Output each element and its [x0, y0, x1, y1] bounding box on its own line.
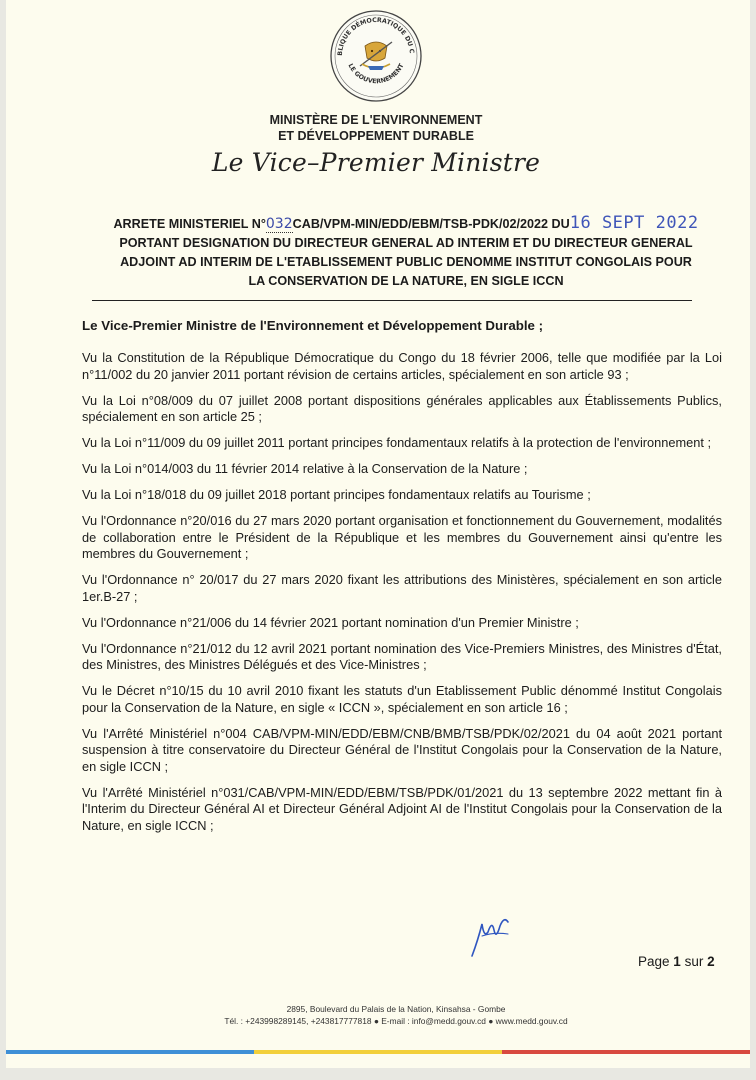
- clause-ordonnance-20-017: Vu l'Ordonnance n° 20/017 du 27 mars 2020 fixant les attributions des Ministères, spécialement en son article 1er.B-27 ;: [82, 572, 722, 604]
- clause-loi-18-018: Vu la Loi n°18/018 du 09 juillet 2018 portant principes fondamentaux relatifs au Tourisme ;: [82, 487, 591, 502]
- seal-emblem-icon: [328, 8, 424, 104]
- page-prefix: Page: [638, 954, 670, 969]
- title-divider: [92, 300, 692, 301]
- clause-arrete-004: Vu l'Arrêté Ministériel n°004 CAB/VPM-MIN/EDD/EBM/CNB/BMB/TSB/PDK/02/2021 du 04 août 2021 portant suspension à titre conservatoire du Directeur Général de l'Institut Congolais pour la Conservation de la Nature, en sigle ICCN ;: [82, 725, 722, 774]
- government-seal: [328, 8, 424, 104]
- clause-constitution: Vu la Constitution de la République Démocratique du Congo du 18 février 2006, telle que modifiée par la Loi n°11/002 du 20 janvier 2011 portant révision de certains articles, spécialement en son article 93 ;: [82, 350, 722, 382]
- clause-list: [82, 350, 722, 844]
- seal-bottom-text: LE GOUVERNEMENT: [346, 62, 406, 86]
- handwritten-initials: [468, 910, 516, 960]
- flag-color-bar: [6, 1050, 750, 1054]
- page-separator: sur: [684, 954, 704, 969]
- footer-address: 2895, Boulevard du Palais de la Nation, Kinsahsa - Gombe: [286, 1004, 506, 1014]
- footer-contact: Tél. : +243998289145, +243817777818 ● E-mail : info@medd.gouv.cd ● www.medd.gouv.cd: [224, 1016, 568, 1026]
- signatory-title: Le Vice–Premier Ministre: [211, 148, 541, 177]
- clause-loi-014-003: Vu la Loi n°014/003 du 11 février 2014 relative à la Conservation de la Nature ;: [82, 461, 528, 476]
- ministry-header: [206, 112, 546, 144]
- decree-title-line2: PORTANT DESIGNATION DU DIRECTEUR GENERAL AD INTERIM ET DU DIRECTEUR GENERAL: [119, 236, 693, 250]
- footer: [156, 1003, 636, 1027]
- clause-loi-11-009: Vu la Loi n°11/009 du 09 juillet 2011 portant principes fondamentaux relatifs à la protection de l'environnement ;: [82, 435, 712, 450]
- page-current: 1: [673, 954, 681, 969]
- decree-title: [66, 214, 746, 291]
- decree-title-line3: ADJOINT AD INTERIM DE L'ETABLISSEMENT PUBLIC DENOMME INSTITUT CONGOLAIS POUR: [120, 255, 692, 269]
- clause-loi-08-009: Vu la Loi n°08/009 du 07 juillet 2008 portant dispositions générales applicables aux Établissements Publics, spécialement en son article 25 ;: [82, 392, 722, 424]
- document-page: [6, 0, 750, 1068]
- preamble: Le Vice-Premier Ministre de l'Environnement et Développement Durable ;: [82, 318, 544, 333]
- decree-reference: CAB/VPM-MIN/EDD/EBM/TSB-PDK/02/2022 DU: [292, 217, 570, 231]
- seal-top-text: BLIQUE DÉMOCRATIQUE DU C: [336, 16, 415, 57]
- page-total: 2: [707, 954, 715, 969]
- flag-bar-yellow: [254, 1050, 502, 1054]
- initials-signature-icon: [468, 910, 516, 960]
- clause-arrete-031: Vu l'Arrêté Ministériel n°031/CAB/VPM-MIN/EDD/EBM/TSB/PDK/01/2021 du 13 septembre 2022 mettant fin à l'Interim du Directeur Général AI et Directeur Général Adjoint AI de l'Institut Congolais pour la Conservation de la Nature, en sigle ICCN ;: [82, 784, 722, 833]
- clause-ordonnance-20-016: Vu l'Ordonnance n°20/016 du 27 mars 2020 portant organisation et fonctionnement du Gouvernement, modalités de collaboration entre le Président de la République et les membres du Gouvernement ainsi qu'entre les membres du Gouvernement ;: [82, 513, 722, 561]
- clause-ordonnance-21-012: Vu l'Ordonnance n°21/012 du 12 avril 2021 portant nomination des Vice-Premiers Ministres, des Ministres d'État, des Ministres, des Ministres Délégués et des Vice-Ministres ;: [82, 640, 722, 672]
- decree-prefix: ARRETE MINISTERIEL N°: [113, 217, 266, 231]
- decree-title-line1: [66, 214, 746, 234]
- date-stamp: 16 SEPT 2022: [569, 213, 699, 233]
- decree-number: 032: [265, 216, 293, 232]
- decree-title-line4: LA CONSERVATION DE LA NATURE, EN SIGLE ICCN: [248, 274, 564, 288]
- clause-ordonnance-21-006: Vu l'Ordonnance n°21/006 du 14 février 2021 portant nomination d'un Premier Ministre ;: [82, 614, 579, 630]
- ministry-name-line1: MINISTÈRE DE L'ENVIRONNEMENT: [269, 113, 483, 127]
- ministry-name-line2: ET DÉVELOPPEMENT DURABLE: [278, 129, 474, 143]
- page-number: [638, 954, 715, 969]
- flag-bar-red: [502, 1050, 750, 1054]
- flag-bar-blue: [6, 1050, 254, 1054]
- clause-decret-10-15: Vu le Décret n°10/15 du 10 avril 2010 fixant les statuts d'un Etablissement Public dénommé Institut Congolais pour la Conservation de la Nature, en sigle « ICCN », spécialement en son article 16 ;: [82, 683, 722, 715]
